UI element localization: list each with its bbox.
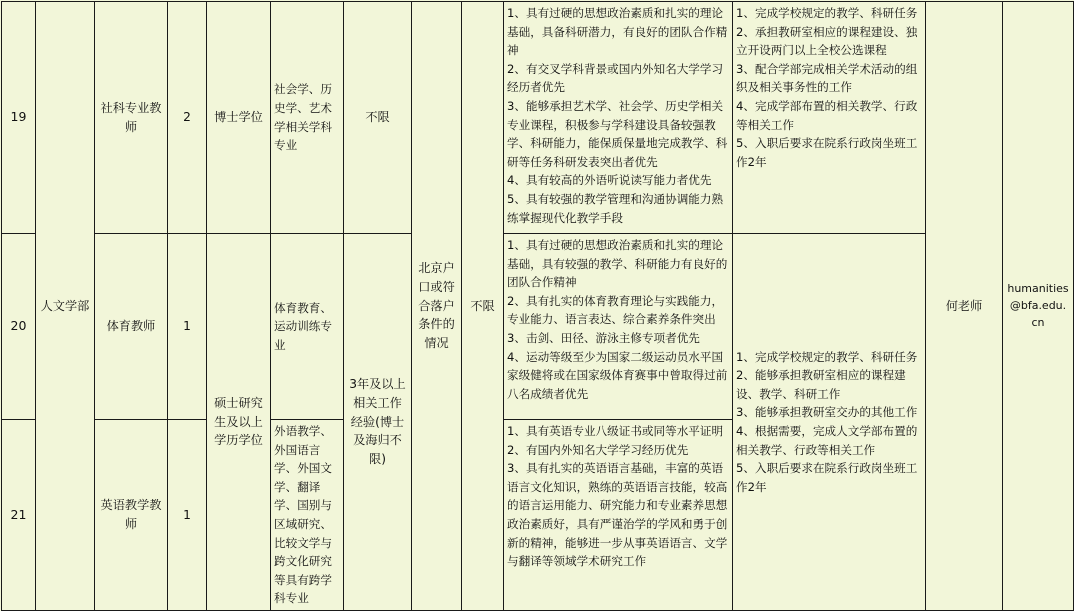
row-index: 20	[2, 234, 36, 420]
position-cell: 社科专业教师	[95, 2, 168, 234]
duties-cell	[733, 2, 926, 234]
experience-cell: 3年及以上相关工作经验(博士及海归不限)	[344, 234, 412, 611]
requirements-cell	[504, 420, 733, 611]
count-cell: 1	[168, 234, 207, 420]
email-cell	[1003, 2, 1074, 611]
age-cell: 不限	[462, 2, 504, 611]
position-cell: 体育教师	[95, 234, 168, 420]
degree-cell: 博士学位	[207, 2, 271, 234]
major-cell: 社会学、历史学、艺术学相关学科专业	[271, 2, 344, 234]
count-cell: 2	[168, 2, 207, 234]
experience-cell: 不限	[344, 2, 412, 234]
duties-text: 1、完成学校规定的教学、科研任务 2、承担教研室相应的课程建设、独立开设两门以上全校公选课程 3、配合学部完成相关学术活动的组织及相关事务性的工作 4、完成学部布置的相关教学、行政等相关工作 5、入职后要求在院系行政岗坐班工作2年	[736, 6, 918, 169]
department-cell: 人文学部	[36, 2, 95, 611]
major-cell: 外语教学、外国语言学、外国文学、翻译学、国别与区域研究、比较文学与跨文化研究等具有跨学科专业	[271, 420, 344, 611]
duties-cell	[733, 234, 926, 611]
requirements-text: 1、具有过硬的思想政治素质和扎实的理论基础，具有较强的教学、科研能力有良好的团队合作精神 2、具有扎实的体育教育理论与实践能力，专业能力、语言表达、综合素养条件突出 3、击剑、田径、游泳主修专项者优先 4、运动等级至少为国家二级运动员水平国家级健将或在国家级体育赛事中曾取得过前八名成绩者优先	[507, 238, 728, 401]
major-cell: 体育教育、运动训练专业	[271, 234, 344, 420]
row-index: 21	[2, 420, 36, 611]
hukou-cell: 北京户口或符合落户条件的情况	[412, 2, 462, 611]
duties-text: 1、完成学校规定的教学、科研任务 2、能够承担教研室相应的课程建设、教学、科研工作 3、能够承担教研室交办的其他工作 4、根据需要，完成人文学部布置的相关教学、行政等相关工作 5、入职后要求在院系行政岗坐班工作2年	[736, 349, 918, 494]
requirements-cell	[504, 234, 733, 420]
degree-cell: 硕士研究生及以上学历学位	[207, 234, 271, 611]
count-cell: 1	[168, 420, 207, 611]
contact-cell: 何老师	[926, 2, 1003, 611]
table-row	[2, 234, 1074, 420]
table-row	[2, 2, 1074, 234]
recruitment-table	[1, 1, 1074, 611]
requirements-text: 1、具有英语专业八级证书或同等水平证明 2、有国内外知名大学学习经历优先 3、具有扎实的英语语言基础，丰富的英语语言文化知识，熟练的英语语言技能，较高的语言运用能力、研究能力和专业素养思想政治素质好，具有严谨治学的学风和勇于创新的精神，能够进一步从事英语语言、文学与翻译等领域学术研究工作	[507, 424, 728, 569]
row-index: 19	[2, 2, 36, 234]
position-cell: 英语教学教师	[95, 420, 168, 611]
requirements-text: 1、具有过硬的思想政治素质和扎实的理论基础，具备科研潜力，有良好的团队合作精神 2、有交叉学科背景或国内外知名大学学习经历者优先 3、能够承担艺术学、社会学、历史学相关专业课程，积极参与学科建设具备较强教学、科研能力，能保质保量地完成教学、科研等任务科研发表突出者优先 4、具有较高的外语听说读写能力者优先 5、具有较强的教学管理和沟通协调能力熟练掌握现代化教学手段	[507, 6, 728, 225]
email-text: humanities @bfa.edu.cn	[1007, 282, 1069, 330]
requirements-cell	[504, 2, 733, 234]
